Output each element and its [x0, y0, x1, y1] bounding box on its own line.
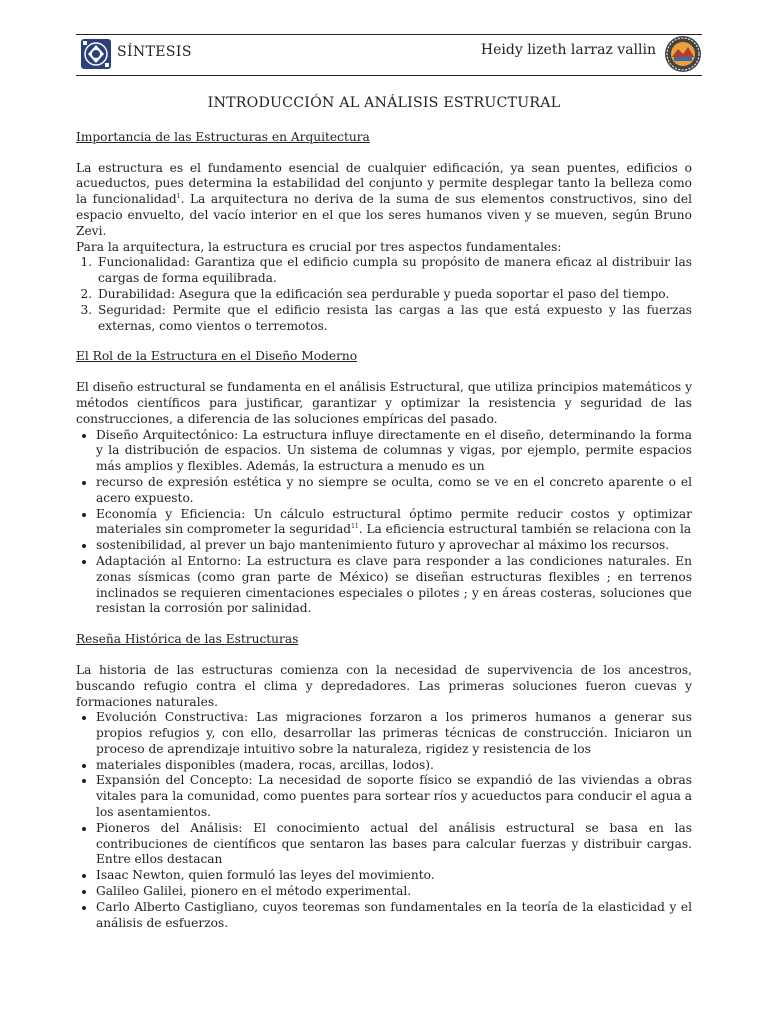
list-item: • Diseño Arquitectónico: La estructura influye directamente en el diseño, determinando la forma y la distribución de espacios. Un sistema de columnas y vigas, por ejemplo, permite espacios más amplios y flexibles. Además, la estructura a menudo es un — [96, 428, 692, 475]
list-item: • sostenibilidad, al prever un bajo mantenimiento futuro y aprovechar al máximo los recursos. — [96, 538, 692, 554]
list-item: • Galileo Galilei, pionero en el método experimental. — [96, 884, 692, 900]
document-label: SÍNTESIS — [117, 44, 192, 60]
list-item: • materiales disponibles (madera, rocas, arcillas, lodos). — [96, 758, 692, 774]
bullet-list — [76, 428, 692, 618]
list-item: 3. Seguridad: Permite que el edificio resista las cargas a las que está expuesto y las fuerzas externas, como vientos o terremotos. — [96, 303, 692, 335]
numbered-list — [76, 255, 692, 334]
section-heading-rol: El Rol de la Estructura en el Diseño Moderno — [76, 349, 358, 364]
list-item: • recurso de expresión estética y no siempre se oculta, como se ve en el concreto aparente o el acero expuesto. — [96, 475, 692, 507]
list-item: 1. Funcionalidad: Garantiza que el edificio cumpla su propósito de manera eficaz al distribuir las cargas de forma equilibrada. — [96, 255, 692, 287]
paragraph: El diseño estructural se fundamenta en el análisis Estructural, que utiliza principios matemáticos y métodos científicos para justificar, garantizar y optimizar la resistencia y seguridad de las construcciones, a diferencia de las soluciones empíricas del pasado. — [76, 380, 692, 426]
school-seal-icon — [664, 35, 702, 73]
list-item: • Isaac Newton, quien formuló las leyes del movimiento. — [96, 868, 692, 884]
list-item: 2. Durabilidad: Asegura que la edificación sea perdurable y pueda soportar el paso del tiempo. — [96, 287, 692, 303]
list-item: • Carlo Alberto Castigliano, cuyos teoremas son fundamentales en la teoría de la elasticidad y el análisis de esfuerzos. — [96, 900, 692, 932]
bullet-list — [76, 710, 692, 931]
footnote-marker: 11 — [351, 523, 359, 531]
document-body — [76, 92, 692, 931]
list-item: • Evolución Constructiva: Las migraciones forzaron a los primeros humanos a generar sus propios refugios y, con ello, desarrollar las primeras técnicas de construcción. Iniciaron un proceso de aprendizaje intuitivo sobre la naturaleza, rigidez y resistencia de los — [96, 710, 692, 757]
list-item: • Expansión del Concepto: La necesidad de soporte físico se expandió de las viviendas a obras vitales para la comunidad, como puentes para sortear ríos y acueductos para conducir el agua a los asentamientos. — [96, 773, 692, 820]
section-heading-importancia: Importancia de las Estructuras en Arquitectura — [76, 129, 370, 144]
paragraph: La estructura es el fundamento esencial de cualquier edificación, ya sean puentes, edificios o acueductos, pues determina la estabilidad del conjunto y permite desplegar tanto la belleza como la funcionalidad$^1$. La arquitectura no deriva de la suma de sus elementos constructivos, sino del espacio envuelto, del vacío interior en el que los seres humanos viven y se mueven, según Bruno Zevi. — [76, 160, 692, 238]
institution-logo-icon — [78, 36, 114, 72]
section-heading-resena: Reseña Histórica de las Estructuras — [76, 632, 299, 647]
footnote-marker: 1 — [176, 193, 181, 201]
paragraph: La historia de las estructuras comienza con la necesidad de supervivencia de los ancestros, buscando refugio contra el clima y depredadores. Las primeras soluciones fueron cuevas y formaciones naturales. — [76, 662, 692, 709]
paragraph: Para la arquitectura, la estructura es crucial por tres aspectos fundamentales: — [76, 239, 562, 254]
author-name: Heidy lizeth larraz vallin — [480, 42, 656, 58]
list-item: • Adaptación al Entorno: La estructura es clave para responder a las condiciones naturales. En zonas sísmicas (como gran parte de México) se diseñan estructuras flexibles ; en terrenos inclinados se requieren cimentaciones especiales o pilotes ; y en áreas costeras, soluciones que resistan la corrosión por salinidad. — [96, 554, 692, 617]
page-header — [76, 34, 702, 76]
document-title: INTRODUCCIÓN AL ANÁLISIS ESTRUCTURAL — [207, 95, 561, 111]
list-item: • Pioneros del Análisis: El conocimiento actual del análisis estructural se basa en las contribuciones de científicos que sentaron las bases para calcular fuerzas y distribuir cargas. Entre ellos destacan — [96, 821, 692, 868]
list-item: • Economía y Eficiencia: Un cálculo estructural óptimo permite reducir costos y optimizar materiales sin comprometer la seguridad$^{11}$. La eficiencia estructural también se relaciona con la — [96, 507, 692, 539]
